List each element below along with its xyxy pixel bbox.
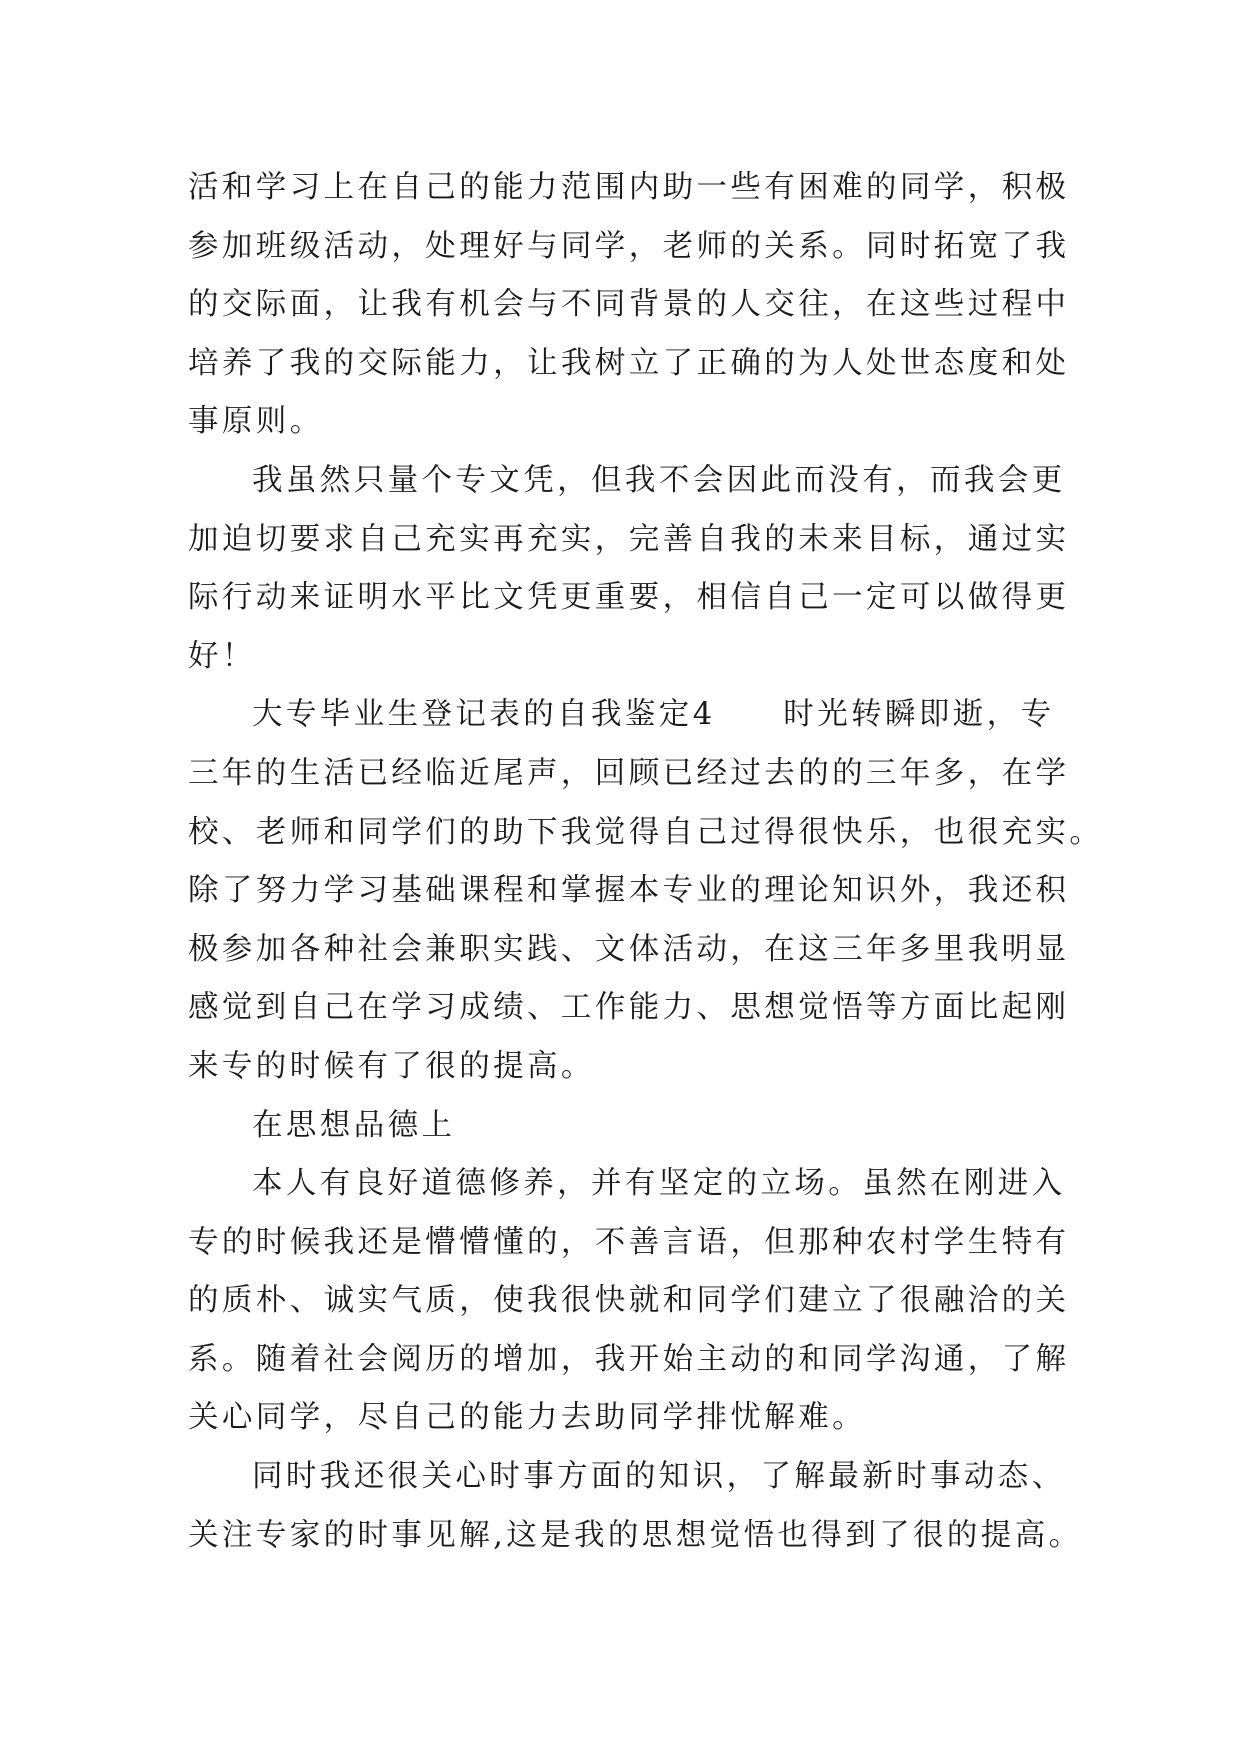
text-line: 来专的时候有了很的提高。 (188, 1048, 595, 1084)
paragraph-3 (188, 686, 1104, 1096)
text-line: 关心同学，尽自己的能力去助同学排忧解难。 (188, 1400, 866, 1436)
text-line: 培养了我的交际能力，让我树立了正确的为人处世态度和处 (188, 345, 1070, 381)
text-line: 在思想品德上 (252, 1107, 456, 1143)
paragraph-5 (188, 1448, 1083, 1565)
text-line: 活和学习上在自己的能力范围内助一些有困难的同学，积极 (188, 170, 1070, 205)
text-line: 的交际面，让我有机会与不同背景的人交往，在这些过程中 (188, 287, 1070, 323)
paragraph-4 (188, 1155, 1070, 1448)
text-line: 系。随着社会阅历的增加，我开始主动的和同学沟通，了解 (188, 1341, 1070, 1377)
text-line: 关注专家的时事见解,这是我的思想觉悟也得到了很的提高。 (188, 1517, 1083, 1553)
text-line: 校、老师和同学们的助下我觉得自己过得很快乐，也很充实。 (188, 814, 1104, 850)
text-line: 本人有良好道德修养，并有坚定的立场。虽然在刚进入 (252, 1166, 1066, 1202)
text-line: 除了努力学习基础课程和掌握本专业的理论知识外，我还积 (188, 873, 1070, 909)
paragraph-2 (188, 452, 1070, 686)
text-line: 专的时候我还是懵懵懂的，不善言语，但那种农村学生特有 (188, 1224, 1070, 1260)
section-heading (188, 1097, 1056, 1156)
text-line: 我虽然只量个专文凭，但我不会因此而没有，而我会更 (252, 462, 1066, 498)
document-body (188, 159, 1104, 1565)
text-line: 三年的生活已经临近尾声，回顾已经过去的的三年多，在学 (188, 755, 1070, 791)
text-line: 的质朴、诚实气质，使我很快就和同学们建立了很融洽的关 (188, 1283, 1070, 1319)
text-line: 感觉到自己在学习成绩、工作能力、思想觉悟等方面比起刚 (188, 990, 1070, 1026)
text-line: 大专毕业生登记表的自我鉴定4 时光转瞬即逝，专 (252, 697, 1055, 733)
text-line: 极参加各种社会兼职实践、文体活动，在这三年多里我明显 (188, 931, 1070, 967)
text-line: 好！ (188, 638, 256, 674)
text-line: 参加班级活动，处理好与同学，老师的关系。同时拓宽了我 (188, 228, 1070, 264)
text-line: 加迫切要求自己充实再充实，完善自我的未来目标，通过实 (188, 521, 1070, 557)
text-line: 际行动来证明水平比文凭更重要，相信自己一定可以做得更 (188, 580, 1070, 616)
text-line: 事原则。 (188, 404, 324, 440)
text-line: 同时我还很关心时事方面的知识，了解最新时事动态、 (252, 1459, 1066, 1495)
paragraph-1 (188, 159, 1070, 452)
